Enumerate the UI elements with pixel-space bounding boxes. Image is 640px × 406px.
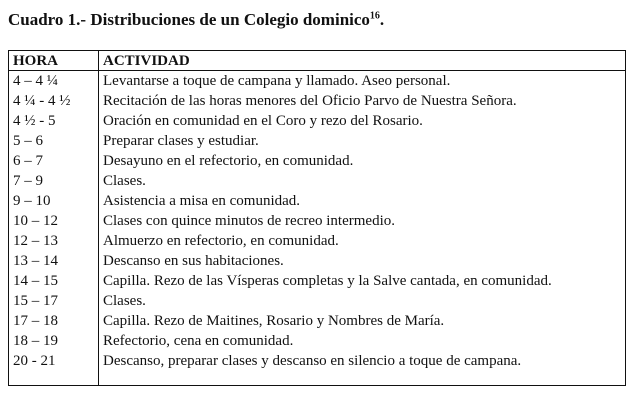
actividad-cell: Clases con quince minutos de recreo intermedio. [103, 213, 395, 229]
hora-cell: 4 ¼ - 4 ½ [9, 91, 99, 111]
actividad-cell: Descanso, preparar clases y descanso en silencio a toque de campana. [103, 353, 522, 369]
actividad-cell: Capilla. Rezo de las Vísperas completas y la Salve cantada, en comunidad. [103, 273, 552, 289]
actividad-cell: Preparar clases y estudiar. [103, 133, 259, 149]
schedule-table [8, 50, 626, 386]
table-row [9, 171, 626, 191]
actividad-cell: Refectorio, cena en comunidad. [103, 333, 294, 349]
hora-cell: 7 – 9 [9, 171, 99, 191]
header-actividad: ACTIVIDAD [99, 51, 626, 71]
hora-cell: 10 – 12 [9, 211, 99, 231]
table-row [9, 191, 626, 211]
table-row [9, 131, 626, 151]
hora-cell: 13 – 14 [9, 251, 99, 271]
footnote-marker: 16 [369, 10, 380, 22]
actividad-cell: Asistencia a misa en comunidad. [103, 193, 301, 209]
table-row [9, 71, 626, 92]
actividad-cell: Desayuno en el refectorio, en comunidad. [103, 153, 354, 169]
actividad-cell: Almuerzo en refectorio, en comunidad. [103, 233, 339, 249]
table-row [9, 291, 626, 311]
table-row [9, 91, 626, 111]
actividad-cell: Levantarse a toque de campana y llamado. Aseo personal. [103, 73, 451, 89]
header-hora: HORA [9, 51, 99, 71]
table-row [9, 331, 626, 351]
table-row [9, 111, 626, 131]
hora-cell: 12 – 13 [9, 231, 99, 251]
actividad-cell: Capilla. Rezo de Maitines, Rosario y Nombres de María. [103, 313, 445, 329]
table-row [9, 351, 626, 386]
hora-cell: 4 – 4 ¼ [9, 71, 99, 92]
hora-cell: 18 – 19 [9, 331, 99, 351]
table-caption [8, 10, 384, 30]
hora-cell: 6 – 7 [9, 151, 99, 171]
hora-cell: 14 – 15 [9, 271, 99, 291]
hora-cell: 17 – 18 [9, 311, 99, 331]
actividad-cell: Clases. [103, 173, 146, 189]
table-row [9, 231, 626, 251]
actividad-cell: Oración en comunidad en el Coro y rezo del Rosario. [103, 113, 423, 129]
caption-end: . [379, 10, 385, 29]
table-row [9, 151, 626, 171]
caption-text: Cuadro 1.- Distribuciones de un Colegio dominico [8, 10, 370, 29]
header-row [9, 51, 626, 71]
hora-cell: 20 - 21 [9, 351, 99, 386]
hora-cell: 9 – 10 [9, 191, 99, 211]
table-row [9, 251, 626, 271]
table-row [9, 211, 626, 231]
actividad-cell: Recitación de las horas menores del Oficio Parvo de Nuestra Señora. [103, 93, 517, 109]
hora-cell: 15 – 17 [9, 291, 99, 311]
table-row [9, 311, 626, 331]
actividad-cell: Clases. [103, 293, 146, 309]
hora-cell: 5 – 6 [9, 131, 99, 151]
actividad-cell: Descanso en sus habitaciones. [103, 253, 284, 269]
table-row [9, 271, 626, 291]
hora-cell: 4 ½ - 5 [9, 111, 99, 131]
